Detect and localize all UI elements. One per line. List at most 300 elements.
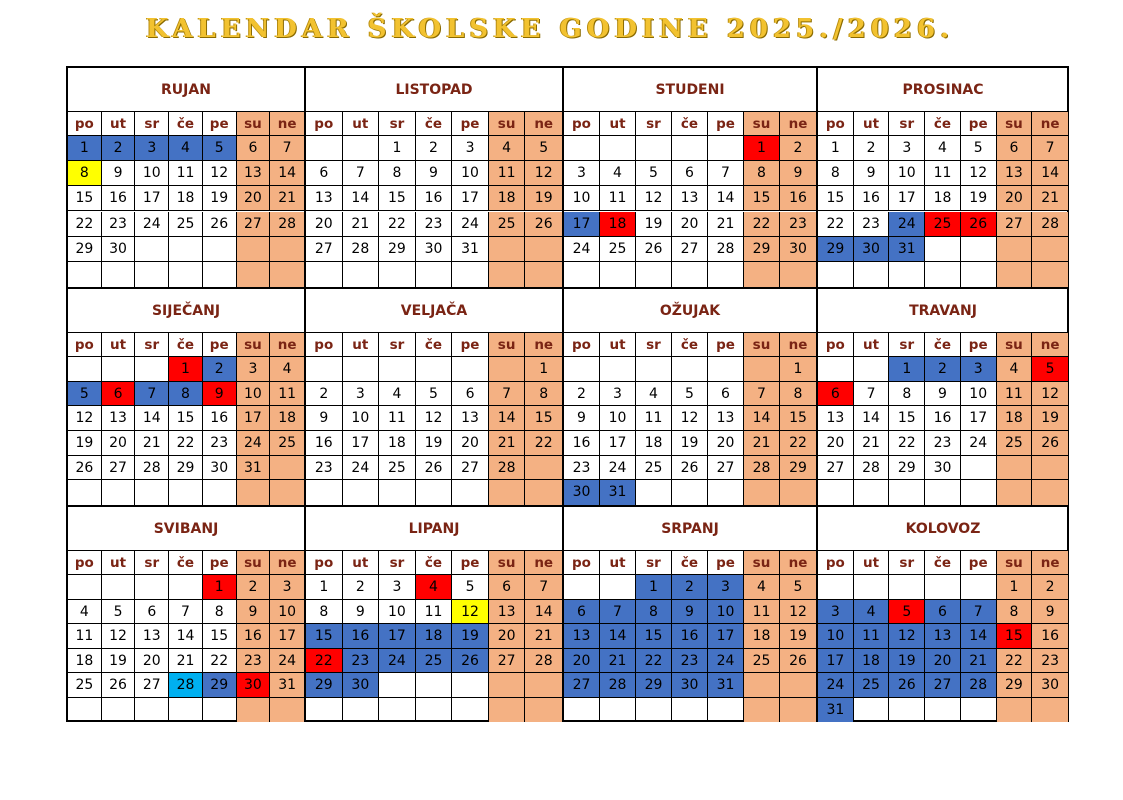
day-cell: 2	[102, 136, 136, 161]
day-cell: 29	[68, 237, 102, 262]
empty-cell	[203, 262, 237, 287]
month-block	[562, 287, 816, 505]
empty-cell	[1032, 237, 1068, 262]
month-block	[816, 287, 1068, 505]
day-cell: 28	[343, 237, 380, 262]
day-cell: 20	[135, 649, 169, 674]
day-cell: 26	[416, 456, 453, 481]
day-cell: 8	[997, 600, 1033, 625]
empty-cell	[672, 698, 708, 723]
day-cell: 29	[203, 673, 237, 698]
empty-cell	[379, 698, 416, 723]
day-cell: 11	[744, 600, 780, 625]
empty-cell	[600, 575, 636, 600]
day-cell: 18	[925, 186, 961, 211]
day-cell: 14	[270, 161, 304, 186]
day-cell: 24	[600, 456, 636, 481]
day-cell: 22	[744, 212, 780, 237]
weekday-header: ut	[343, 551, 380, 575]
day-cell: 7	[270, 136, 304, 161]
empty-cell	[636, 480, 672, 505]
empty-cell	[854, 575, 890, 600]
weekday-header: su	[237, 333, 271, 357]
empty-cell	[169, 237, 203, 262]
empty-cell	[744, 357, 780, 382]
day-cell: 16	[102, 186, 136, 211]
weekday-header: ne	[1032, 551, 1068, 575]
empty-cell	[135, 262, 169, 287]
empty-cell	[854, 262, 890, 287]
day-cell: 18	[169, 186, 203, 211]
day-cell: 5	[452, 575, 489, 600]
weekday-header: sr	[135, 551, 169, 575]
day-cell: 12	[961, 161, 997, 186]
day-cell: 16	[203, 406, 237, 431]
day-cell: 30	[237, 673, 271, 698]
weekday-header: če	[925, 112, 961, 136]
day-cell: 29	[744, 237, 780, 262]
day-cell: 8	[744, 161, 780, 186]
day-cell: 20	[102, 431, 136, 456]
empty-cell	[343, 262, 380, 287]
day-cell: 3	[270, 575, 304, 600]
weekday-header: če	[169, 333, 203, 357]
empty-cell	[1032, 262, 1068, 287]
empty-cell	[306, 480, 343, 505]
day-cell: 19	[961, 186, 997, 211]
day-cell: 13	[818, 406, 854, 431]
weekday-header: če	[672, 333, 708, 357]
day-cell: 29	[997, 673, 1033, 698]
empty-cell	[135, 480, 169, 505]
day-cell: 9	[1032, 600, 1068, 625]
day-cell: 27	[489, 649, 526, 674]
empty-cell	[270, 698, 304, 723]
empty-cell	[961, 456, 997, 481]
day-cell: 8	[889, 382, 925, 407]
day-cell: 2	[564, 382, 600, 407]
day-cell: 9	[416, 161, 453, 186]
weekday-header: pe	[961, 333, 997, 357]
day-cell: 1	[169, 357, 203, 382]
empty-cell	[925, 237, 961, 262]
empty-cell	[564, 698, 600, 723]
day-cell: 9	[925, 382, 961, 407]
day-cell: 8	[306, 600, 343, 625]
empty-cell	[744, 698, 780, 723]
day-cell: 9	[343, 600, 380, 625]
empty-cell	[925, 480, 961, 505]
day-cell: 22	[818, 212, 854, 237]
empty-cell	[489, 480, 526, 505]
weekday-header: ne	[525, 112, 562, 136]
weekday-header: pe	[708, 333, 744, 357]
day-cell: 27	[672, 237, 708, 262]
day-cell: 26	[68, 456, 102, 481]
empty-cell	[452, 480, 489, 505]
empty-cell	[854, 357, 890, 382]
day-cell: 18	[379, 431, 416, 456]
empty-cell	[379, 357, 416, 382]
day-cell: 19	[780, 624, 816, 649]
day-cell: 15	[525, 406, 562, 431]
day-cell: 5	[780, 575, 816, 600]
day-cell: 27	[925, 673, 961, 698]
empty-cell	[452, 673, 489, 698]
weekday-header: če	[672, 112, 708, 136]
day-cell: 23	[854, 212, 890, 237]
day-cell: 30	[780, 237, 816, 262]
day-cell: 4	[270, 357, 304, 382]
day-cell: 6	[306, 161, 343, 186]
day-cell: 1	[525, 357, 562, 382]
empty-cell	[744, 480, 780, 505]
weekday-header: ut	[102, 112, 136, 136]
weekday-header: sr	[636, 112, 672, 136]
day-cell: 9	[203, 382, 237, 407]
day-cell: 17	[135, 186, 169, 211]
day-cell: 2	[780, 136, 816, 161]
day-cell: 12	[452, 600, 489, 625]
empty-cell	[672, 262, 708, 287]
day-cell: 25	[925, 212, 961, 237]
weekday-header: ne	[270, 112, 304, 136]
day-cell: 7	[1032, 136, 1068, 161]
empty-cell	[636, 136, 672, 161]
day-cell: 14	[744, 406, 780, 431]
day-cell: 27	[306, 237, 343, 262]
weekday-header: po	[564, 551, 600, 575]
month-name: LISTOPAD	[306, 68, 562, 112]
month-block	[304, 287, 562, 505]
day-cell: 12	[780, 600, 816, 625]
day-cell: 30	[672, 673, 708, 698]
day-cell: 6	[452, 382, 489, 407]
day-cell: 18	[270, 406, 304, 431]
day-cell: 21	[708, 212, 744, 237]
day-cell: 19	[102, 649, 136, 674]
day-cell: 31	[237, 456, 271, 481]
empty-cell	[68, 480, 102, 505]
weekday-header: če	[925, 333, 961, 357]
empty-cell	[489, 357, 526, 382]
weekday-header: sr	[379, 551, 416, 575]
day-cell: 17	[270, 624, 304, 649]
empty-cell	[525, 698, 562, 723]
day-cell: 20	[564, 649, 600, 674]
empty-cell	[818, 480, 854, 505]
day-cell: 28	[708, 237, 744, 262]
day-cell: 30	[102, 237, 136, 262]
empty-cell	[636, 262, 672, 287]
day-cell: 17	[452, 186, 489, 211]
weekday-header: sr	[379, 333, 416, 357]
day-cell: 19	[416, 431, 453, 456]
day-cell: 22	[525, 431, 562, 456]
month-block	[562, 505, 816, 722]
month-name: SRPANJ	[564, 507, 816, 551]
empty-cell	[68, 262, 102, 287]
weekday-header: su	[997, 551, 1033, 575]
page-title: KALENDAR ŠKOLSKE GODINE 2025./2026.	[145, 14, 955, 44]
day-cell: 31	[600, 480, 636, 505]
day-cell: 14	[1032, 161, 1068, 186]
empty-cell	[961, 698, 997, 723]
day-cell: 5	[1032, 357, 1068, 382]
empty-cell	[961, 480, 997, 505]
day-cell: 28	[525, 649, 562, 674]
day-cell: 22	[780, 431, 816, 456]
day-cell: 4	[416, 575, 453, 600]
month-block	[304, 68, 562, 287]
day-cell: 11	[489, 161, 526, 186]
day-cell: 21	[525, 624, 562, 649]
day-cell: 1	[379, 136, 416, 161]
day-cell: 14	[525, 600, 562, 625]
empty-cell	[416, 357, 453, 382]
day-cell: 23	[925, 431, 961, 456]
weekday-header: pe	[708, 112, 744, 136]
empty-cell	[102, 480, 136, 505]
day-cell: 2	[343, 575, 380, 600]
day-cell: 31	[889, 237, 925, 262]
day-cell: 26	[672, 456, 708, 481]
weekday-header: su	[237, 112, 271, 136]
empty-cell	[68, 575, 102, 600]
day-cell: 19	[452, 624, 489, 649]
day-cell: 12	[889, 624, 925, 649]
weekday-header: ne	[270, 551, 304, 575]
day-cell: 25	[636, 456, 672, 481]
day-cell: 10	[961, 382, 997, 407]
weekday-header: su	[489, 333, 526, 357]
day-cell: 1	[744, 136, 780, 161]
weekday-header: po	[818, 333, 854, 357]
empty-cell	[237, 237, 271, 262]
day-cell: 17	[379, 624, 416, 649]
day-cell: 22	[997, 649, 1033, 674]
day-cell: 10	[564, 186, 600, 211]
empty-cell	[343, 698, 380, 723]
empty-cell	[600, 262, 636, 287]
day-cell: 23	[416, 212, 453, 237]
day-cell: 27	[564, 673, 600, 698]
weekday-header: ut	[854, 333, 890, 357]
day-cell: 20	[237, 186, 271, 211]
day-cell: 26	[452, 649, 489, 674]
month-block	[68, 287, 304, 505]
weekday-header: pe	[452, 112, 489, 136]
empty-cell	[997, 237, 1033, 262]
day-cell: 24	[343, 456, 380, 481]
empty-cell	[135, 357, 169, 382]
day-cell: 3	[237, 357, 271, 382]
month-name: SVIBANJ	[68, 507, 304, 551]
month-block	[816, 68, 1068, 287]
day-cell: 11	[270, 382, 304, 407]
weekday-header: ut	[102, 333, 136, 357]
day-cell: 26	[889, 673, 925, 698]
day-cell: 8	[203, 600, 237, 625]
empty-cell	[708, 262, 744, 287]
day-cell: 26	[636, 237, 672, 262]
weekday-header: sr	[889, 112, 925, 136]
day-cell: 25	[416, 649, 453, 674]
day-cell: 12	[203, 161, 237, 186]
day-cell: 22	[169, 431, 203, 456]
day-cell: 28	[1032, 212, 1068, 237]
weekday-header: ut	[343, 112, 380, 136]
day-cell: 23	[237, 649, 271, 674]
day-cell: 5	[525, 136, 562, 161]
day-cell: 9	[237, 600, 271, 625]
empty-cell	[237, 698, 271, 723]
day-cell: 6	[489, 575, 526, 600]
day-cell: 7	[489, 382, 526, 407]
empty-cell	[708, 480, 744, 505]
weekday-header: su	[997, 112, 1033, 136]
day-cell: 31	[708, 673, 744, 698]
empty-cell	[636, 698, 672, 723]
day-cell: 30	[343, 673, 380, 698]
weekday-header: ne	[1032, 333, 1068, 357]
day-cell: 22	[889, 431, 925, 456]
day-cell: 12	[1032, 382, 1068, 407]
day-cell: 25	[997, 431, 1033, 456]
day-cell: 15	[636, 624, 672, 649]
day-cell: 13	[925, 624, 961, 649]
empty-cell	[744, 262, 780, 287]
day-cell: 15	[780, 406, 816, 431]
month-block	[68, 68, 304, 287]
day-cell: 23	[203, 431, 237, 456]
day-cell: 8	[169, 382, 203, 407]
empty-cell	[997, 698, 1033, 723]
weekday-header: po	[306, 112, 343, 136]
day-cell: 2	[306, 382, 343, 407]
day-cell: 30	[203, 456, 237, 481]
empty-cell	[925, 575, 961, 600]
day-cell: 27	[237, 212, 271, 237]
weekday-header: po	[306, 333, 343, 357]
weekday-header: sr	[135, 333, 169, 357]
day-cell: 4	[489, 136, 526, 161]
day-cell: 19	[636, 212, 672, 237]
day-cell: 16	[854, 186, 890, 211]
day-cell: 22	[306, 649, 343, 674]
empty-cell	[564, 136, 600, 161]
day-cell: 6	[997, 136, 1033, 161]
day-cell: 18	[636, 431, 672, 456]
day-cell: 13	[708, 406, 744, 431]
empty-cell	[416, 262, 453, 287]
weekday-header: če	[169, 112, 203, 136]
day-cell: 4	[854, 600, 890, 625]
empty-cell	[889, 262, 925, 287]
day-cell: 11	[600, 186, 636, 211]
day-cell: 10	[452, 161, 489, 186]
day-cell: 13	[102, 406, 136, 431]
day-cell: 31	[818, 698, 854, 723]
day-cell: 18	[744, 624, 780, 649]
day-cell: 10	[818, 624, 854, 649]
day-cell: 16	[672, 624, 708, 649]
empty-cell	[379, 673, 416, 698]
day-cell: 20	[672, 212, 708, 237]
day-cell: 12	[416, 406, 453, 431]
day-cell: 18	[416, 624, 453, 649]
weekday-header: pe	[203, 551, 237, 575]
weekday-header: po	[68, 333, 102, 357]
day-cell: 30	[564, 480, 600, 505]
day-cell: 27	[818, 456, 854, 481]
weekday-header: ne	[780, 333, 816, 357]
day-cell: 14	[708, 186, 744, 211]
day-cell: 14	[169, 624, 203, 649]
day-cell: 26	[525, 212, 562, 237]
day-cell: 11	[925, 161, 961, 186]
empty-cell	[135, 575, 169, 600]
day-cell: 23	[564, 456, 600, 481]
day-cell: 13	[237, 161, 271, 186]
day-cell: 25	[600, 237, 636, 262]
day-cell: 23	[306, 456, 343, 481]
day-cell: 17	[889, 186, 925, 211]
day-cell: 2	[203, 357, 237, 382]
day-cell: 11	[997, 382, 1033, 407]
weekday-header: po	[564, 112, 600, 136]
calendar-grid	[66, 66, 1069, 722]
empty-cell	[102, 262, 136, 287]
weekday-header: pe	[203, 333, 237, 357]
empty-cell	[889, 575, 925, 600]
empty-cell	[780, 673, 816, 698]
day-cell: 16	[780, 186, 816, 211]
day-cell: 27	[708, 456, 744, 481]
day-cell: 24	[889, 212, 925, 237]
empty-cell	[600, 136, 636, 161]
empty-cell	[102, 357, 136, 382]
day-cell: 27	[997, 212, 1033, 237]
weekday-header: su	[489, 551, 526, 575]
day-cell: 6	[237, 136, 271, 161]
day-cell: 31	[270, 673, 304, 698]
empty-cell	[343, 136, 380, 161]
empty-cell	[780, 698, 816, 723]
empty-cell	[270, 237, 304, 262]
empty-cell	[961, 575, 997, 600]
day-cell: 16	[343, 624, 380, 649]
empty-cell	[169, 262, 203, 287]
day-cell: 24	[452, 212, 489, 237]
day-cell: 16	[564, 431, 600, 456]
empty-cell	[203, 480, 237, 505]
empty-cell	[489, 673, 526, 698]
day-cell: 14	[961, 624, 997, 649]
empty-cell	[169, 575, 203, 600]
day-cell: 7	[744, 382, 780, 407]
weekday-header: ne	[1032, 112, 1068, 136]
month-block	[68, 505, 304, 722]
day-cell: 3	[961, 357, 997, 382]
day-cell: 10	[135, 161, 169, 186]
day-cell: 21	[1032, 186, 1068, 211]
weekday-header: ut	[854, 551, 890, 575]
empty-cell	[452, 262, 489, 287]
day-cell: 22	[379, 212, 416, 237]
day-cell: 3	[135, 136, 169, 161]
day-cell: 4	[68, 600, 102, 625]
